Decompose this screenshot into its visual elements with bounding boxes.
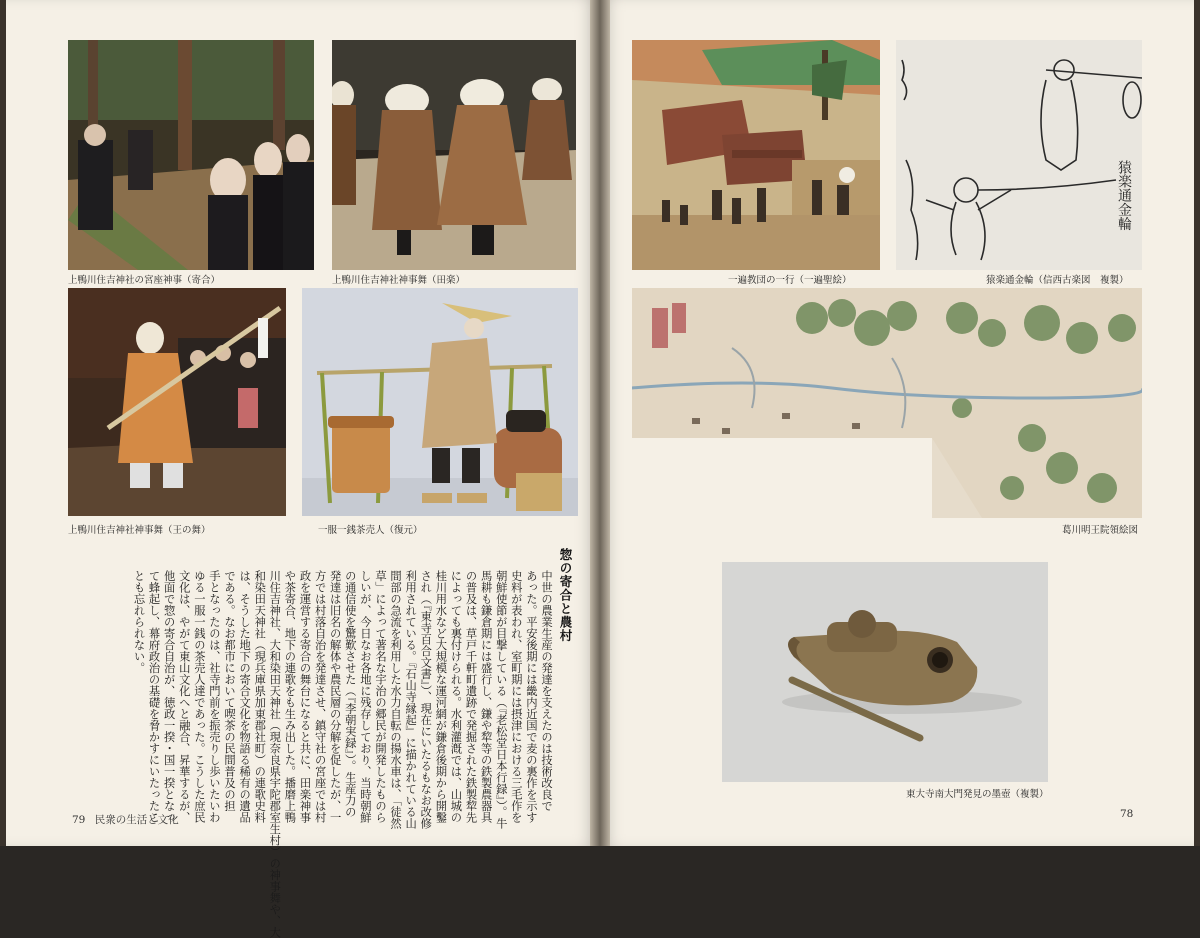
article-heading: 惣の寄合と農村 bbox=[558, 548, 573, 643]
article-column: 史料が表われ、室町期には摂津における三毛作を bbox=[509, 570, 523, 823]
photo-onomai-dance bbox=[68, 288, 286, 516]
article-column: 方では村落自治を発達させ、鎮守社の宮座では村 bbox=[313, 570, 327, 823]
article-column: 発達は旧名の解体や農民層の分解を促したが、一 bbox=[328, 570, 342, 823]
caption-photo3: 上鴨川住吉神社神事舞（王の舞） bbox=[68, 525, 211, 536]
page-number-left: 79 bbox=[72, 814, 86, 826]
article-column: の普及は、草戸千軒町遺跡で発掘された鉄製犂先 bbox=[464, 570, 478, 823]
photo-dengaku-dance bbox=[332, 40, 576, 270]
article-column: 間部の急流を利用した水力自転の揚水車は、「徒然 bbox=[389, 570, 403, 829]
photo-shrine-gathering bbox=[68, 40, 314, 270]
article-column: 文化は、やがて東山文化へと融合、昇華するが、 bbox=[177, 570, 191, 823]
article-column: しいが、今日なお各地に残存しており、当時朝鮮 bbox=[358, 570, 372, 823]
article-column: 中世の農業生産の発達を支えたのは技術改良で bbox=[540, 570, 553, 812]
article-column: は、そうした地下の寄合文化を物語る稀有の遺品 bbox=[238, 570, 252, 823]
photo-katsuragawa-map bbox=[632, 288, 1142, 518]
article-column: 川住吉神社、大和染田天神社（現奈良県宇陀郡室生村）の神事舞や、大 bbox=[268, 570, 282, 938]
caption-photo2: 上鴨川住吉神社神事舞（田楽） bbox=[332, 275, 466, 286]
caption-photo8: 東大寺南大門発見の墨壺（複製） bbox=[906, 789, 1049, 800]
article-column: 利用されている。『石山寺縁起』に描かれている山 bbox=[404, 570, 418, 829]
right-page bbox=[600, 0, 1200, 846]
article-column: や茶寄合、地下の連歌をも生み出した。播磨上鴨 bbox=[283, 570, 297, 823]
section-title: 民衆の生活と文化 bbox=[94, 814, 179, 826]
page-number-right: 78 bbox=[1120, 808, 1134, 820]
article-column: あった。平安後期には畿内近国で麦の裏作を示す bbox=[524, 570, 538, 823]
photo-ink-pot bbox=[722, 562, 1048, 782]
photo-tea-seller bbox=[302, 288, 578, 516]
folio-left bbox=[72, 812, 179, 827]
caption-photo5: 一遍教団の一行（一遍聖絵） bbox=[728, 275, 852, 286]
article-column: 手となったのは、社寺門前を振売りし歩いたいわ bbox=[207, 570, 221, 823]
article-column: の通信使を驚歎させた（『李朝実録』）。生産力の bbox=[343, 570, 357, 818]
article-column: 朝鮮使節が目撃している（『老松堂日本行録』）。牛 bbox=[494, 570, 508, 830]
article-column: によっても裏付けられる。水利灌漑では、山城の bbox=[449, 570, 463, 823]
caption-photo6: 猿楽通金輪（信西古楽図 複製） bbox=[986, 275, 1129, 286]
article-column: て蜂起し、幕府政治の基礎を脅かすにいたったこ bbox=[147, 570, 161, 823]
page-edge-left bbox=[0, 0, 6, 846]
article-column: 馬耕も鎌倉期には盛行し、鎌や犂等の鉄製農器具 bbox=[479, 570, 493, 823]
caption-photo4: 一服一銭茶売人（復元） bbox=[318, 525, 423, 536]
inset-calligraphy: 猿楽通金輪 bbox=[1116, 160, 1132, 231]
article-column: 和染田天神社（現兵庫県加東郡社町）の連歌史料 bbox=[253, 570, 267, 823]
article-column: ゆる一服一銭の茶売人達であった。こうした庶民 bbox=[192, 570, 206, 823]
article-column: である。なお都市において喫茶の民間普及の担 bbox=[223, 570, 237, 812]
photo-ippen-scroll bbox=[632, 40, 880, 270]
article-column: され（『東寺百合文書』）、現在にいたるもなお改修 bbox=[419, 570, 433, 830]
article-column: 他面で惣の寄合自治が、徳政一揆・国一揆となっ bbox=[162, 570, 176, 823]
book-gutter bbox=[590, 0, 610, 846]
article-column: 草」によって著名な宇治の郷民が開発したものら bbox=[373, 570, 387, 823]
caption-photo7: 葛川明王院領絵図 bbox=[1062, 525, 1139, 536]
article-column: とも忘れられない。 bbox=[132, 570, 146, 674]
article-column: 政を運営する寄合の舞台になると共に、田楽神事 bbox=[298, 570, 312, 823]
article-column: 桂川用水など大規模な運河網が鎌倉後期から開鑿 bbox=[434, 570, 448, 823]
photo-sarugaku-drawing bbox=[896, 40, 1142, 270]
left-page bbox=[0, 0, 599, 938]
caption-photo1: 上鴨川住吉神社の宮座神事（寄合） bbox=[68, 275, 221, 286]
page-edge-right bbox=[1194, 0, 1200, 846]
